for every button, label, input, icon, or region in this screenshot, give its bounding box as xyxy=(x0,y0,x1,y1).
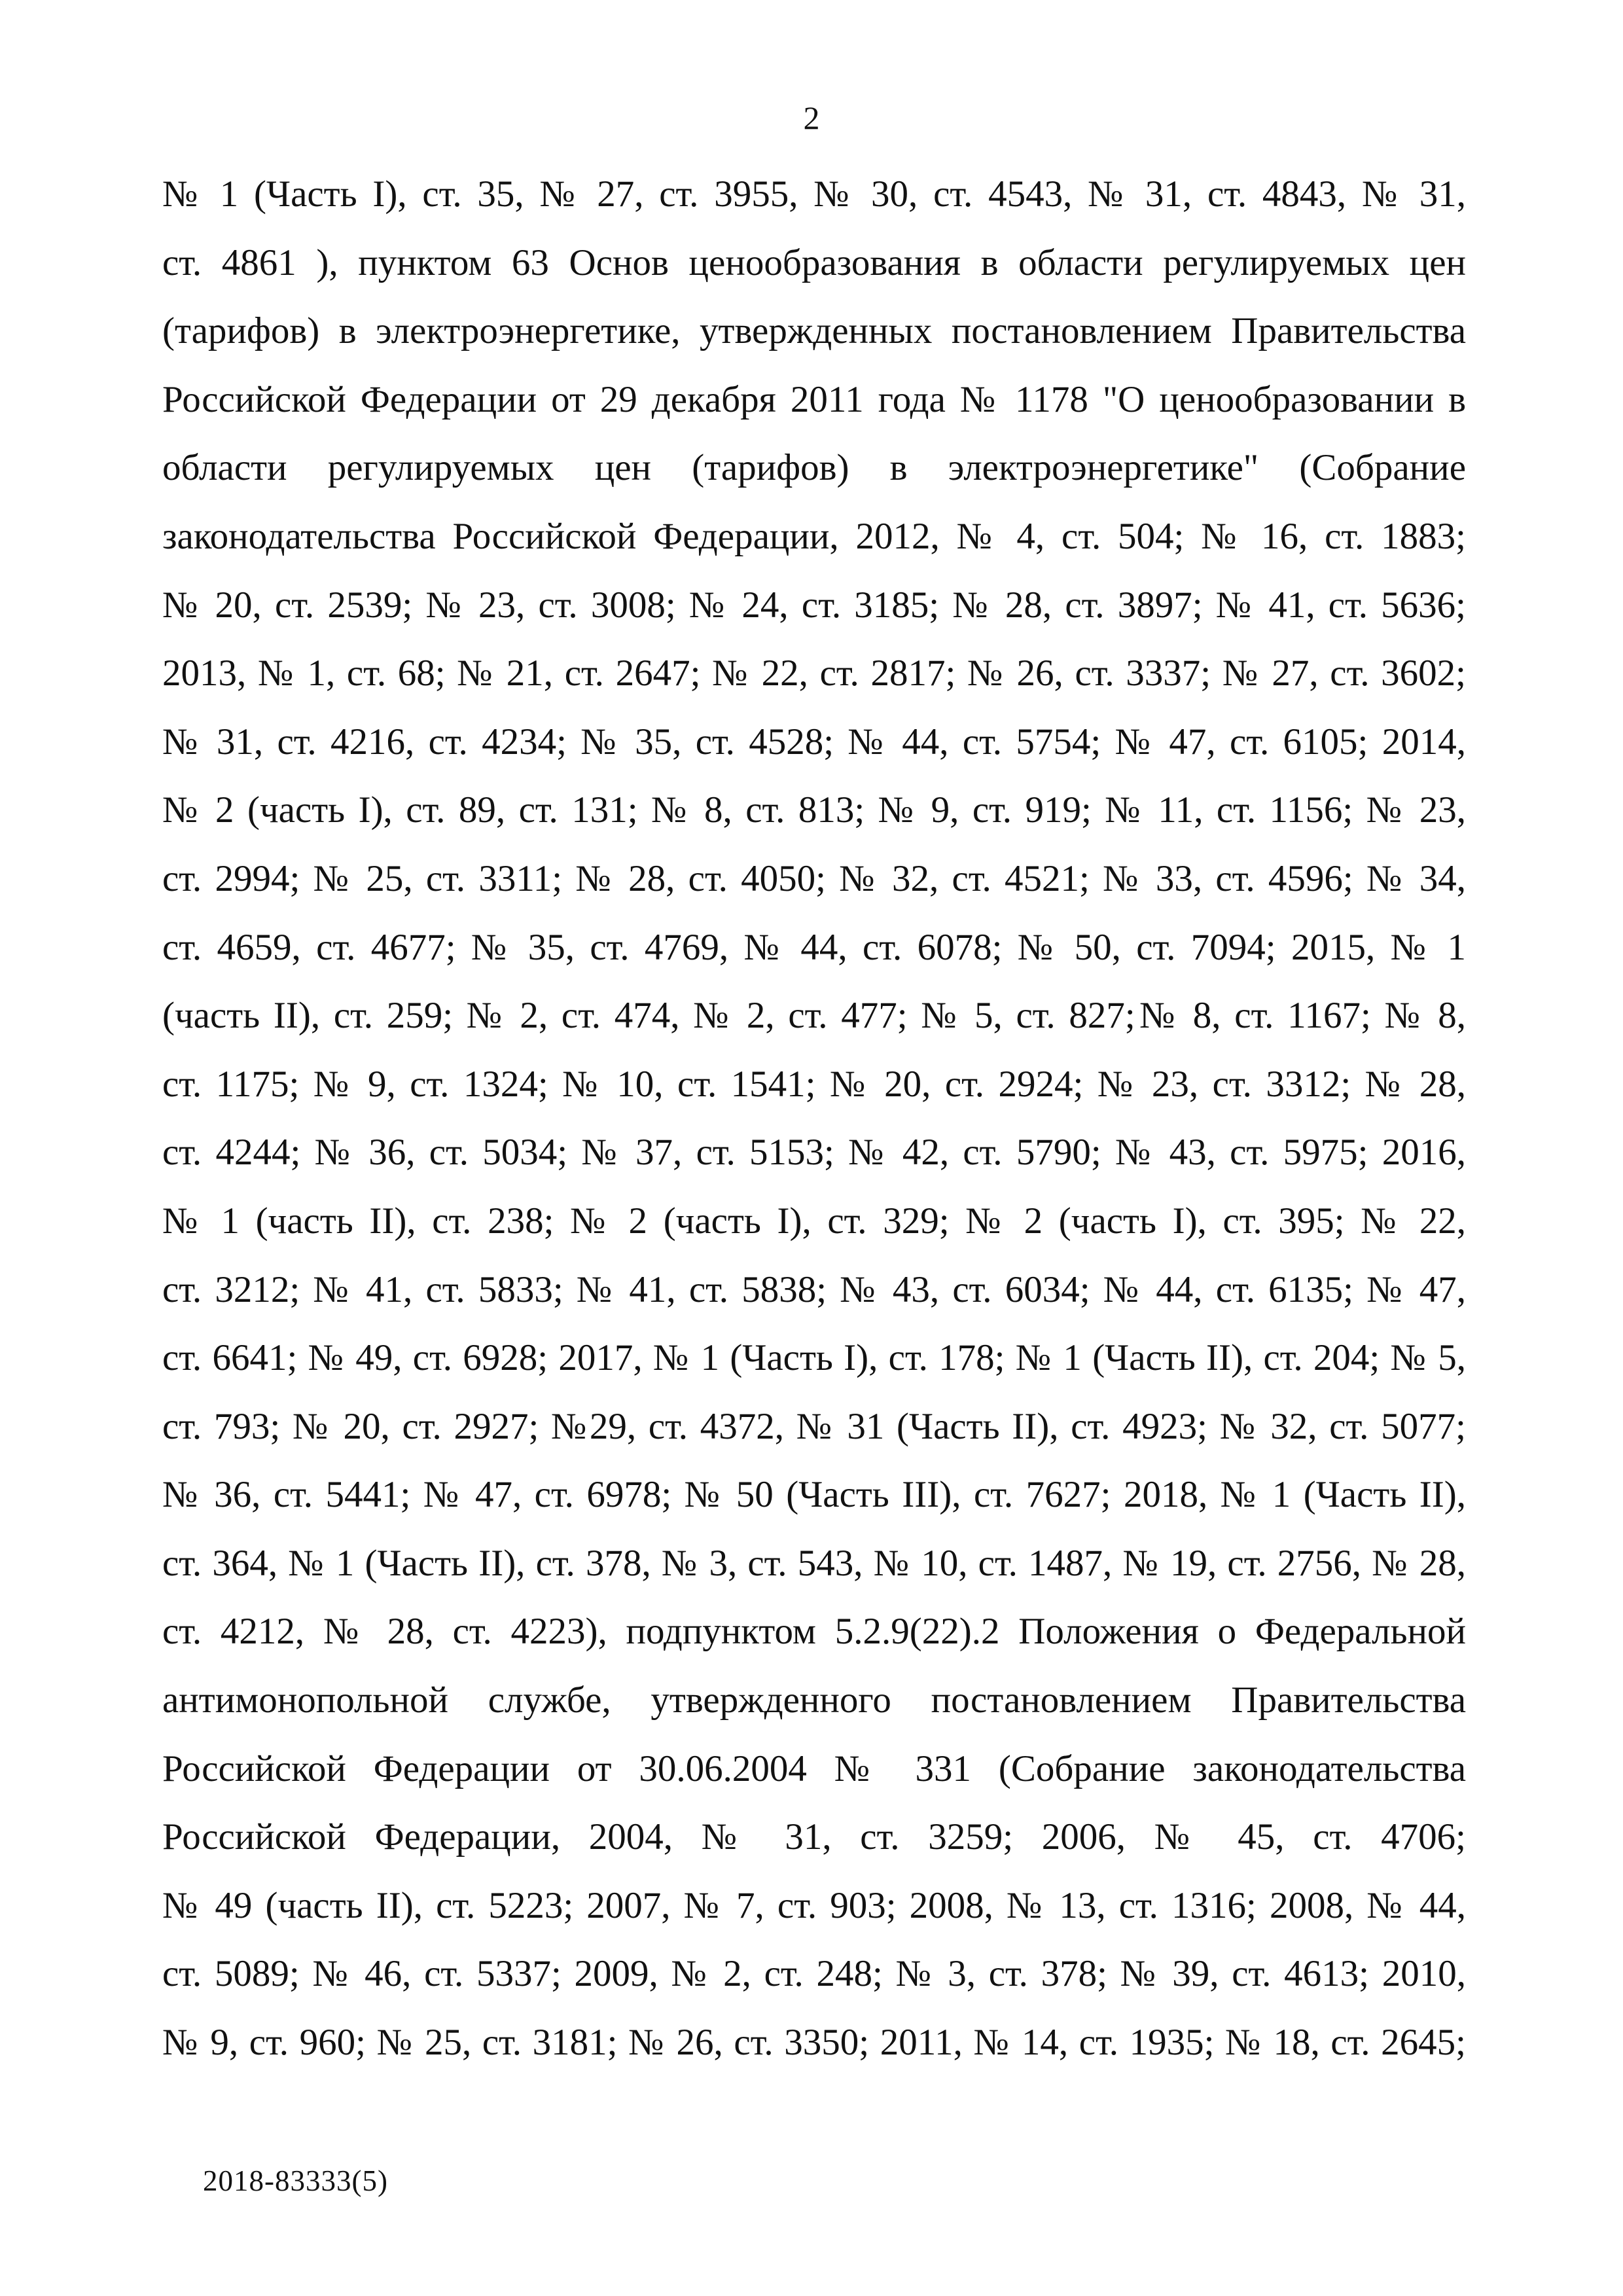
text-line: № 1 (часть II), ст. 238; № 2 (часть I), ст. 329; № 2 (часть I), ст. 395; № 22, xyxy=(162,1200,1466,1242)
text-line: № 2 (часть I), ст. 89, ст. 131; № 8, ст. 813; № 9, ст. 919; № 11, ст. 1156; № 23, xyxy=(162,789,1466,831)
body-text xyxy=(162,160,1466,2077)
text-line: ст. 1175; № 9, ст. 1324; № 10, ст. 1541; № 20, ст. 2924; № 23, ст. 3312; № 28, xyxy=(162,1063,1466,1105)
text-line: ст. 4659, ст. 4677; № 35, ст. 4769, № 44, ст. 6078; № 50, ст. 7094; 2015, № 1 xyxy=(162,926,1466,968)
text-line: ст. 364, № 1 (Часть II), ст. 378, № 3, ст. 543, № 10, ст. 1487, № 19, ст. 2756, № 28, xyxy=(162,1542,1466,1584)
text-line: ст. 4212, № 28, ст. 4223), подпунктом 5.2.9(22).2 Положения о Федеральной xyxy=(162,1611,1466,1653)
text-line: ст. 4861 ), пунктом 63 Основ ценообразования в области регулируемых цен xyxy=(162,242,1466,283)
text-line: Российской Федерации, 2004, № 31, ст. 3259; 2006, № 45, ст. 4706; xyxy=(162,1816,1466,1858)
text-line: ст. 793; № 20, ст. 2927; №29, ст. 4372, № 31 (Часть II), ст. 4923; № 32, ст. 5077; xyxy=(162,1405,1466,1447)
text-line: ст. 4244; № 36, ст. 5034; № 37, ст. 5153; № 42, ст. 5790; № 43, ст. 5975; 2016, xyxy=(162,1132,1466,1174)
text-line: № 1 (Часть I), ст. 35, № 27, ст. 3955, № 30, ст. 4543, № 31, ст. 4843, № 31, xyxy=(162,173,1466,215)
text-line: № 20, ст. 2539; № 23, ст. 3008; № 24, ст. 3185; № 28, ст. 3897; № 41, ст. 5636; xyxy=(162,584,1466,626)
text-line: (часть II), ст. 259; № 2, ст. 474, № 2, ст. 477; № 5, ст. 827;№ 8, ст. 1167; № 8, xyxy=(162,995,1466,1037)
text-line: ст. 3212; № 41, ст. 5833; № 41, ст. 5838; № 43, ст. 6034; № 44, ст. 6135; № 47, xyxy=(162,1268,1466,1310)
text-line: ст. 2994; № 25, ст. 3311; № 28, ст. 4050; № 32, ст. 4521; № 33, ст. 4596; № 34, xyxy=(162,857,1466,899)
text-line: Российской Федерации от 29 декабря 2011 года № 1178 "О ценообразовании в xyxy=(162,378,1466,420)
text-line: законодательства Российской Федерации, 2012, № 4, ст. 504; № 16, ст. 1883; xyxy=(162,515,1466,557)
document-id: 2018-83333(5) xyxy=(203,2164,388,2197)
page-number: 2 xyxy=(803,99,820,136)
text-line: ст. 6641; № 49, ст. 6928; 2017, № 1 (Часть I), ст. 178; № 1 (Часть II), ст. 204; № 5, xyxy=(162,1337,1466,1379)
text-line: 2013, № 1, ст. 68; № 21, ст. 2647; № 22, ст. 2817; № 26, ст. 3337; № 27, ст. 3602; xyxy=(162,653,1466,694)
text-line: Российской Федерации от 30.06.2004 № 331 (Собрание законодательства xyxy=(162,1748,1466,1789)
text-line: ст. 5089; № 46, ст. 5337; 2009, № 2, ст. 248; № 3, ст. 378; № 39, ст. 4613; 2010, xyxy=(162,1953,1466,1995)
text-line: № 49 (часть II), ст. 5223; 2007, № 7, ст. 903; 2008, № 13, ст. 1316; 2008, № 44, xyxy=(162,1884,1466,1926)
text-line: № 31, ст. 4216, ст. 4234; № 35, ст. 4528; № 44, ст. 5754; № 47, ст. 6105; 2014, xyxy=(162,721,1466,762)
text-line: № 36, ст. 5441; № 47, ст. 6978; № 50 (Часть III), ст. 7627; 2018, № 1 (Часть II), xyxy=(162,1474,1466,1516)
text-line: (тарифов) в электроэнергетике, утвержденных постановлением Правительства xyxy=(162,310,1466,352)
text-line: области регулируемых цен (тарифов) в электроэнергетике" (Собрание xyxy=(162,447,1466,489)
text-line: антимонопольной службе, утвержденного постановлением Правительства xyxy=(162,1679,1466,1721)
text-line: № 9, ст. 960; № 25, ст. 3181; № 26, ст. 3350; 2011, № 14, ст. 1935; № 18, ст. 2645; xyxy=(162,2022,1466,2064)
